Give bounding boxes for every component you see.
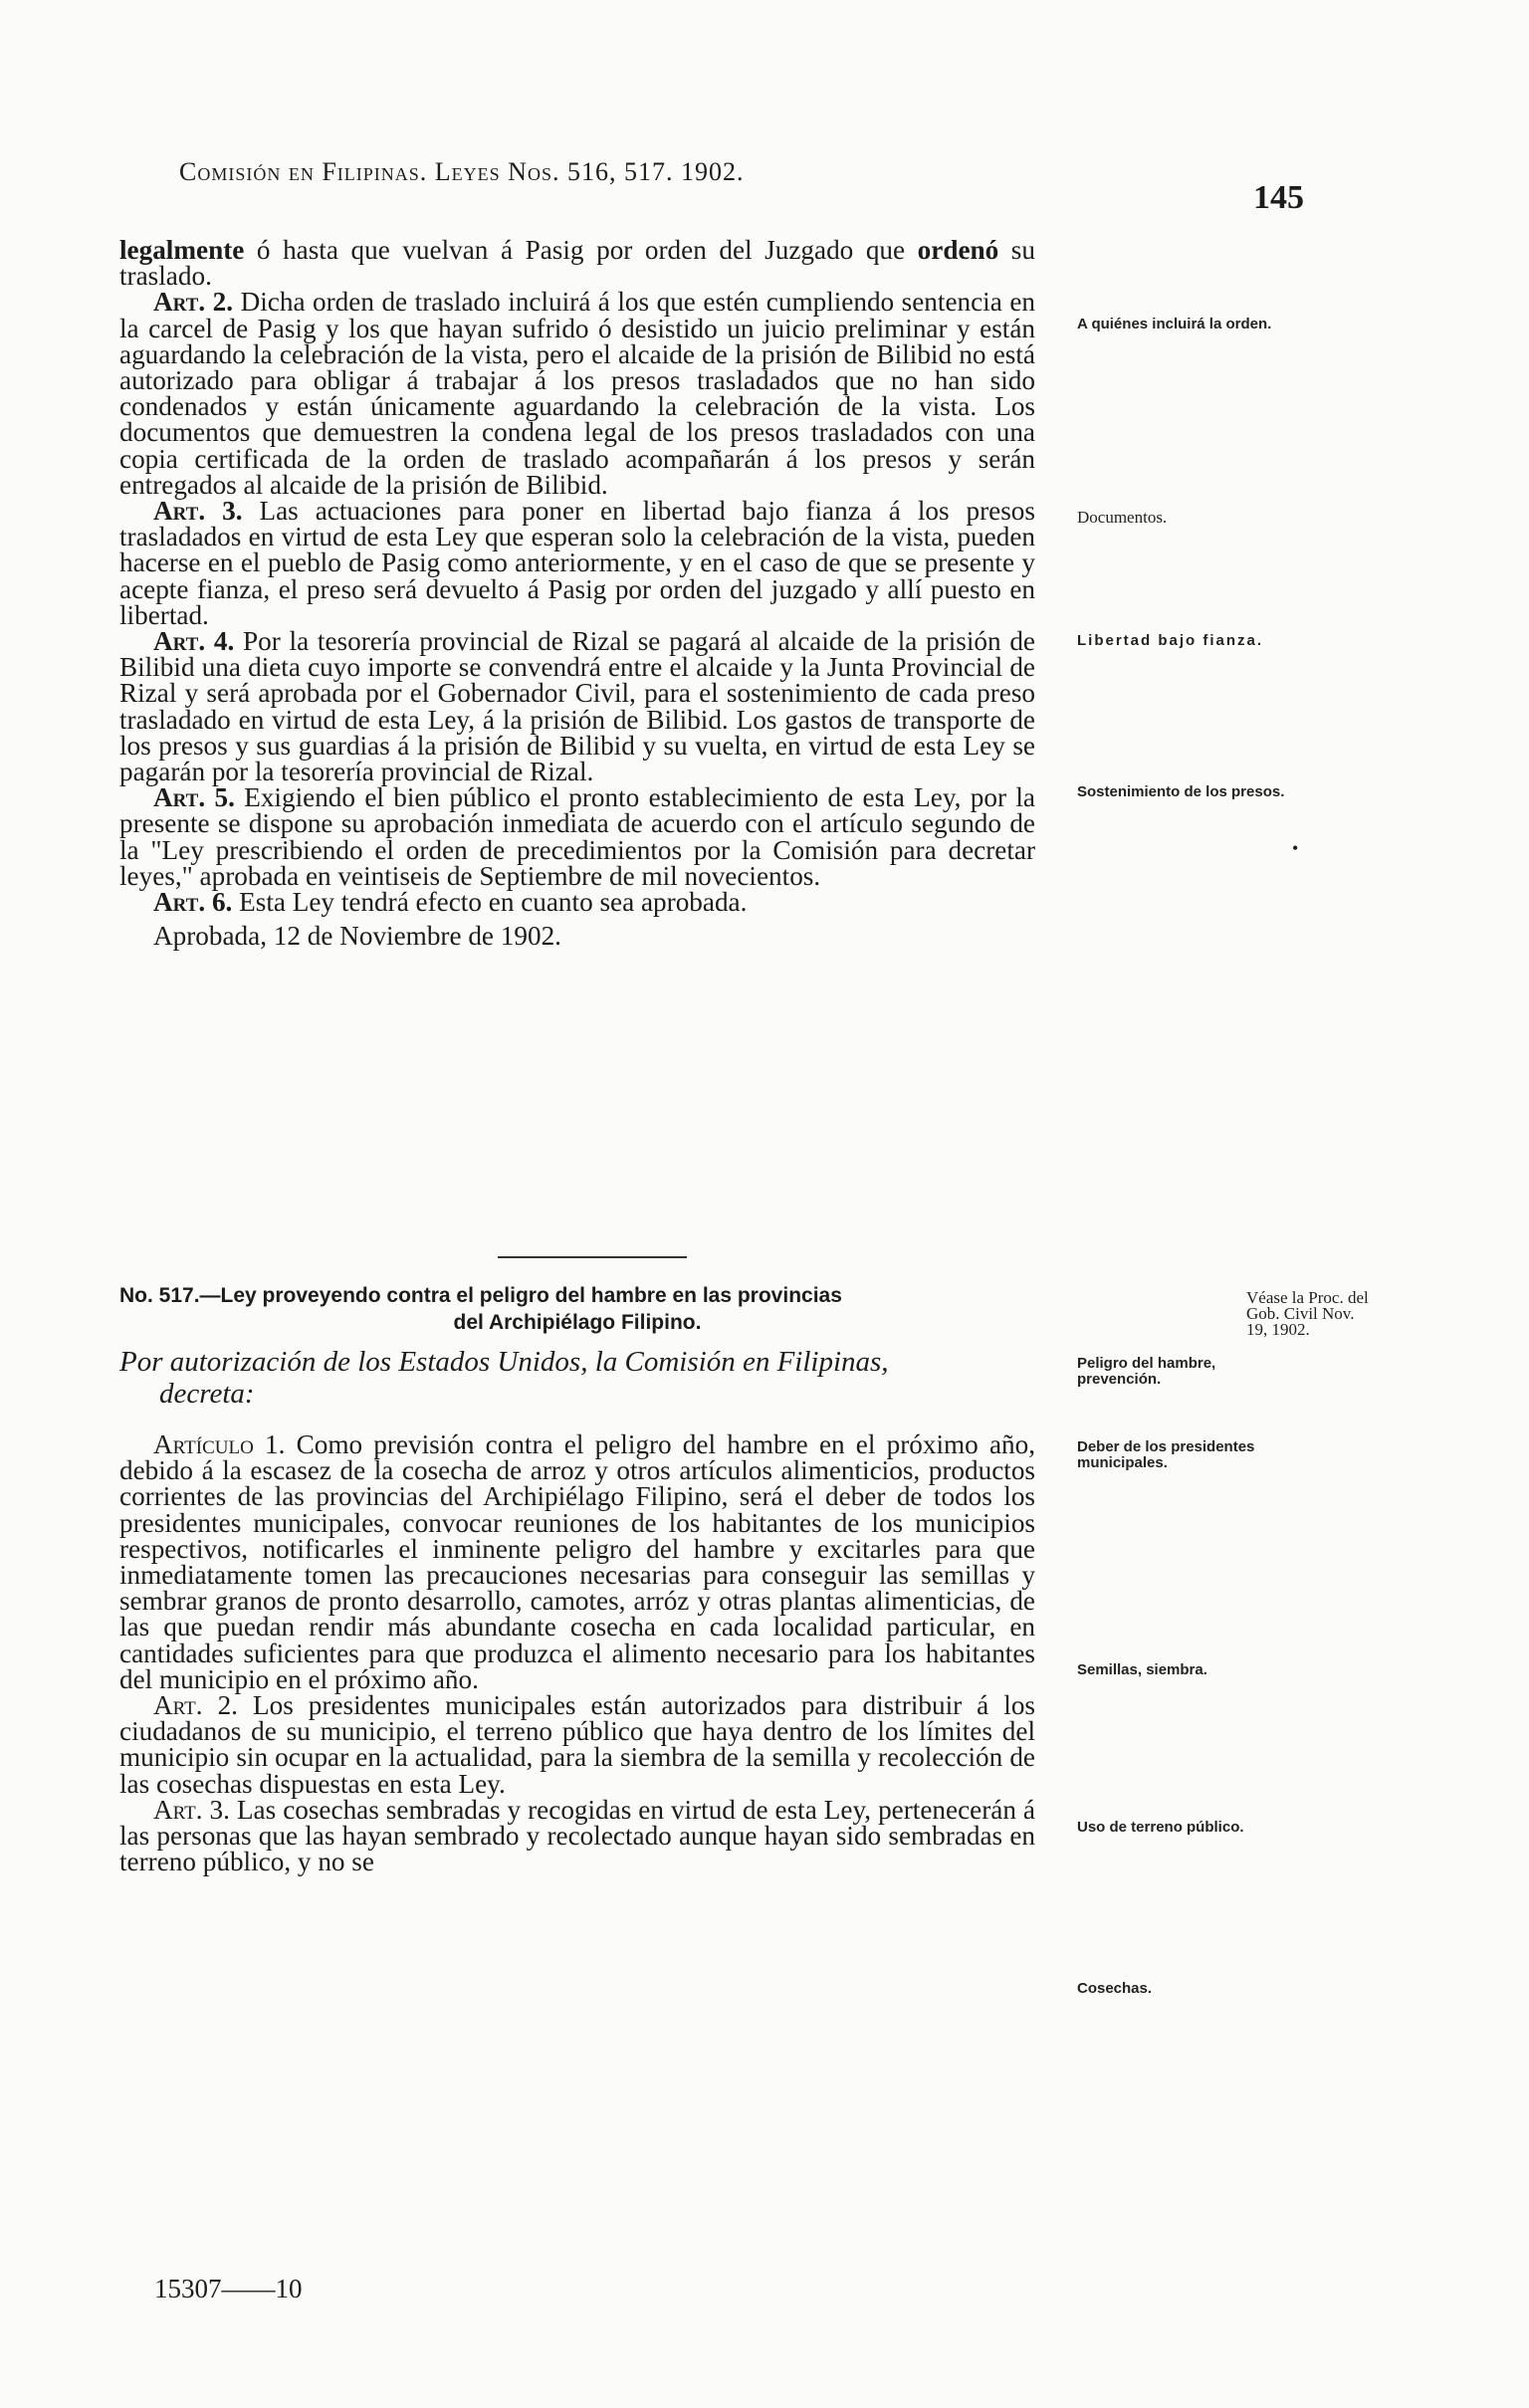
margin-note-semillas: Semillas, siembra. <box>1077 1661 1207 1678</box>
margin-note-uso: Uso de terreno público. <box>1077 1819 1244 1836</box>
continuation-paragraph: legalmente ó hasta que vuelvan á Pasig por orden del Juzgado que ordenó su traslado. <box>119 235 1035 292</box>
signature-mark: 15307——10 <box>154 2274 303 2303</box>
approval-date: Aprobada, 12 de Noviembre de 1902. <box>153 921 561 952</box>
page-number: 145 <box>1253 179 1304 216</box>
article-3: Art. 3. Las actuaciones para poner en libertad bajo fianza á los presos trasladados en virtud de esta Ley que esperan solo la celebración de la vista, pueden hacerse en el pueblo de Pasig como anteriormente, y en el caso de que se presente y acepte fianza, el preso será devuelto á Pasig por orden del juzgado y allí puesto en libertad. <box>119 496 1035 630</box>
enacting-clause: Por autorización de los Estados Unidos, la Comisión en Filipinas, decreta: <box>119 1346 889 1410</box>
margin-note-sostenimiento: Sostenimiento de los presos. <box>1077 783 1285 800</box>
margin-note-deber: Deber de los presidentes municipales. <box>1077 1438 1255 1471</box>
margin-note-a-quienes: A quiénes incluirá la orden. <box>1077 316 1272 332</box>
section-divider <box>498 1256 687 1258</box>
law-517-body <box>119 1429 1035 1877</box>
page-header <box>179 157 1304 216</box>
law-517-title: No. 517.—Ley proveyendo contra el peligro del hambre en las provincias del Archipiélago Filipino. <box>119 1284 842 1334</box>
margin-note-cosechas: Cosechas. <box>1077 1980 1153 1997</box>
article-2b: Art. 2. Los presidentes municipales están autorizados para distribuir á los ciudadanos de su municipio, el terreno público que haya dentro de los límites del municipio sin ocupar en la actualidad, para la siembra de la semilla y recolección de las cosechas dispuestas en esta Ley. <box>119 1690 1035 1799</box>
article-5: Art. 5. Exigiendo el bien público el pronto establecimiento de esta Ley, por la presente se dispone su aprobación inmediata de acuerdo con el artículo segundo de la "Ley prescribiendo el orden de precedimientos por la Comisión para decretar leyes," aprobada en veintiseis de Septiembre de mil novecientos. <box>119 782 1035 891</box>
running-head: Comisión en Filipinas. Leyes Nos. 516, 517. 1902. <box>179 157 745 186</box>
margin-note-documentos: Documentos. <box>1077 508 1168 527</box>
article-3b: Art. 3. Las cosechas sembradas y recogidas en virtud de esta Ley, pertenecerán á las personas que las hayan sembrado y recolectado aunque hayan sido sembradas en terreno público, y no se <box>119 1794 1035 1877</box>
bullet-mark: • <box>1292 838 1299 858</box>
law-516-body <box>119 235 1035 952</box>
article-4: Art. 4. Por la tesorería provincial de Rizal se pagará al alcaide de la prisión de Bilibid una dieta cuyo importe se convendrá entre el alcaide y la Junta Provincial de Rizal y será aprobada por el Gobernador Civil, para el sostenimiento de cada preso trasladado en virtud de esta Ley, á la prisión de Bilibid. Los gastos de transporte de los presos y sus guardias á la prisión de Bilibid y su vuelta, en virtud de esta Ley se pagarán por la tesorería provincial de Rizal. <box>119 626 1035 787</box>
article-2: Art. 2. Dicha orden de traslado incluirá á los que estén cumpliendo sentencia en la carcel de Pasig y los que hayan sufrido ó desistido un juicio preliminar y están aguardando la celebración de la vista, pero el alcaide de la prisión de Bilibid no está autorizado para obligar á trabajar á los presos trasladados que no han sido condenados y están únicamente aguardando la celebración de la vista. Los documentos que demuestren la condena legal de los presos trasladados con una copia certificada de la orden de traslado acompañarán á los presos y serán entregados al alcaide de la prisión de Bilibid. <box>119 287 1035 500</box>
margin-note-vease: Véase la Proc. del Gob. Civil Nov. 19, 1902. <box>1246 1288 1369 1339</box>
article-6: Art. 6. Esta Ley tendrá efecto en cuanto sea aprobada. <box>153 887 748 918</box>
margin-note-libertad: Libertad bajo fianza. <box>1077 632 1264 649</box>
article-1: Artículo 1. Como previsión contra el peligro del hambre en el próximo año, debido á la escasez de la cosecha de arroz y otros artículos alimenticios, productos corrientes de las provincias del Archipiélago Filipino, será el deber de todos los presidentes municipales, convocar reuniones de los habitantes de los municipios respectivos, notificarles el inminente peligro del hambre y excitarles para que inmediatamente tomen las precauciones necesarias para conseguir las semillas y sembrar granos de pronto desarrollo, camotes, arróz y otras plantas alimenticias, de las que puedan rendir más abundante cosecha en cada localidad particular, en cantidades suficientes para que produzca el alimento necesario para los habitantes del municipio en el próximo año. <box>119 1429 1035 1694</box>
margin-note-peligro: Peligro del hambre, prevención. <box>1077 1355 1216 1388</box>
